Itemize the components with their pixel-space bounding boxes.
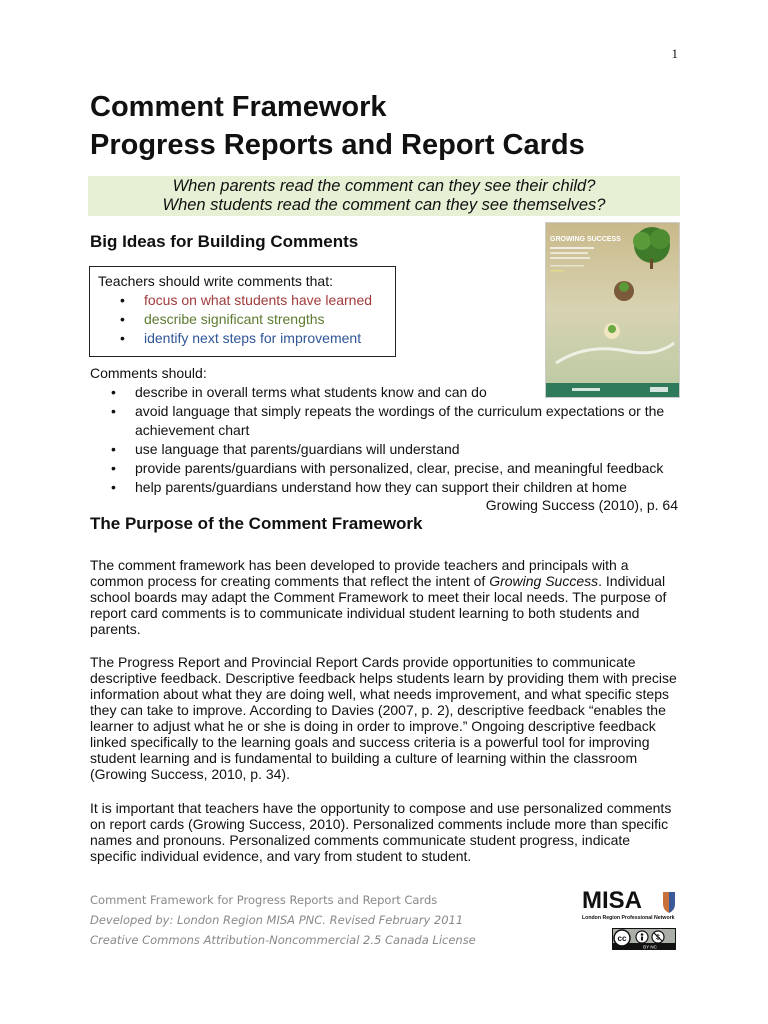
list-item: • provide parents/guardians with personalized, clear, precise, and meaningful feedback: [135, 459, 690, 478]
footer-license: Creative Commons Attribution-Noncommercial 2.5 Canada License: [90, 933, 476, 947]
callout-line-2: When students read the comment can they see themselves?: [162, 196, 606, 214]
comments-should-list: [90, 383, 690, 497]
comments-should-intro: Comments should:: [90, 365, 207, 381]
purpose-paragraph-1: [90, 557, 680, 637]
paragraph-text: . Individual school boards may adapt the Comment Framework to meet their local needs. The purpose of report card comments is to communicate individual student learning to both students and parents.: [90, 573, 667, 637]
page-footer: [90, 890, 476, 950]
teachers-should-box: [89, 266, 396, 357]
misa-logo-text: MISA: [582, 887, 642, 914]
teachers-box-list: [98, 291, 395, 348]
guiding-questions-callout: [88, 176, 680, 216]
list-item: • describe significant strengths: [144, 310, 395, 329]
page-title: [90, 88, 585, 164]
misa-logo: [581, 886, 677, 922]
misa-logo-subtitle: London Region Professional Network: [582, 915, 675, 921]
title-line-1: Comment Framework: [90, 91, 387, 123]
growing-success-italic: Growing Success: [489, 573, 599, 589]
page-number: 1: [671, 46, 678, 61]
purpose-paragraph-2: The Progress Report and Provincial Report Cards provide opportunities to communicate descriptive feedback. Descriptive feedback helps students learn by providing them with precise information about what they are doing well, what needs improvement, and what specific steps they can take to improve. According to Davies (2007, p. 2), descriptive feedback “enables the learner to adjust what he or she is doing in order to improve.” Ongoing descriptive feedback linked specifically to the learning goals and success criteria is a powerful tool for improving student learning and is fundamental to building a culture of learning within the classroom (Growing Success, 2010, p. 34).: [90, 654, 677, 782]
list-item: • avoid language that simply repeats the wordings of the curriculum expectations or the achievement chart: [135, 402, 690, 440]
title-line-2: Progress Reports and Report Cards: [90, 129, 585, 161]
list-item: • focus on what students have learned: [144, 291, 395, 310]
cover-title: GROWING SUCCESS: [550, 236, 621, 243]
citation: Growing Success (2010), p. 64: [485, 497, 678, 513]
big-ideas-heading: Big Ideas for Building Comments: [90, 232, 359, 251]
purpose-heading: The Purpose of the Comment Framework: [90, 514, 423, 533]
purpose-paragraph-3: It is important that teachers have the opportunity to compose and use personalized comments on report cards (Growing Success, 2010). Personalized comments include more than specific names and pronouns. Personalized comments communicate student progress, indicate specific individual evidence, and vary from student to student.: [90, 800, 672, 864]
list-item: • identify next steps for improvement: [144, 329, 395, 348]
comments-should-section: [90, 364, 690, 497]
list-item: • use language that parents/guardians will understand: [135, 440, 690, 459]
footer-title: Comment Framework for Progress Reports and Report Cards: [90, 893, 438, 907]
footer-developed-by: Developed by: London Region MISA PNC. Revised February 2011: [90, 913, 464, 927]
list-item: • help parents/guardians understand how they can support their children at home: [135, 478, 690, 497]
creative-commons-badge: [612, 928, 676, 950]
svg-text:$: $: [656, 934, 660, 942]
teachers-box-intro: Teachers should write comments that:: [98, 273, 333, 289]
callout-line-1: When parents read the comment can they see their child?: [172, 177, 596, 195]
list-item: • describe in overall terms what students know and can do: [135, 383, 690, 402]
cc-license-label: BY NC: [643, 944, 657, 950]
cc-icon: cc: [617, 934, 627, 943]
paragraph-text: The comment framework has been developed to provide teachers and principals with a common process for creating comments that reflect the intent of: [90, 557, 629, 589]
